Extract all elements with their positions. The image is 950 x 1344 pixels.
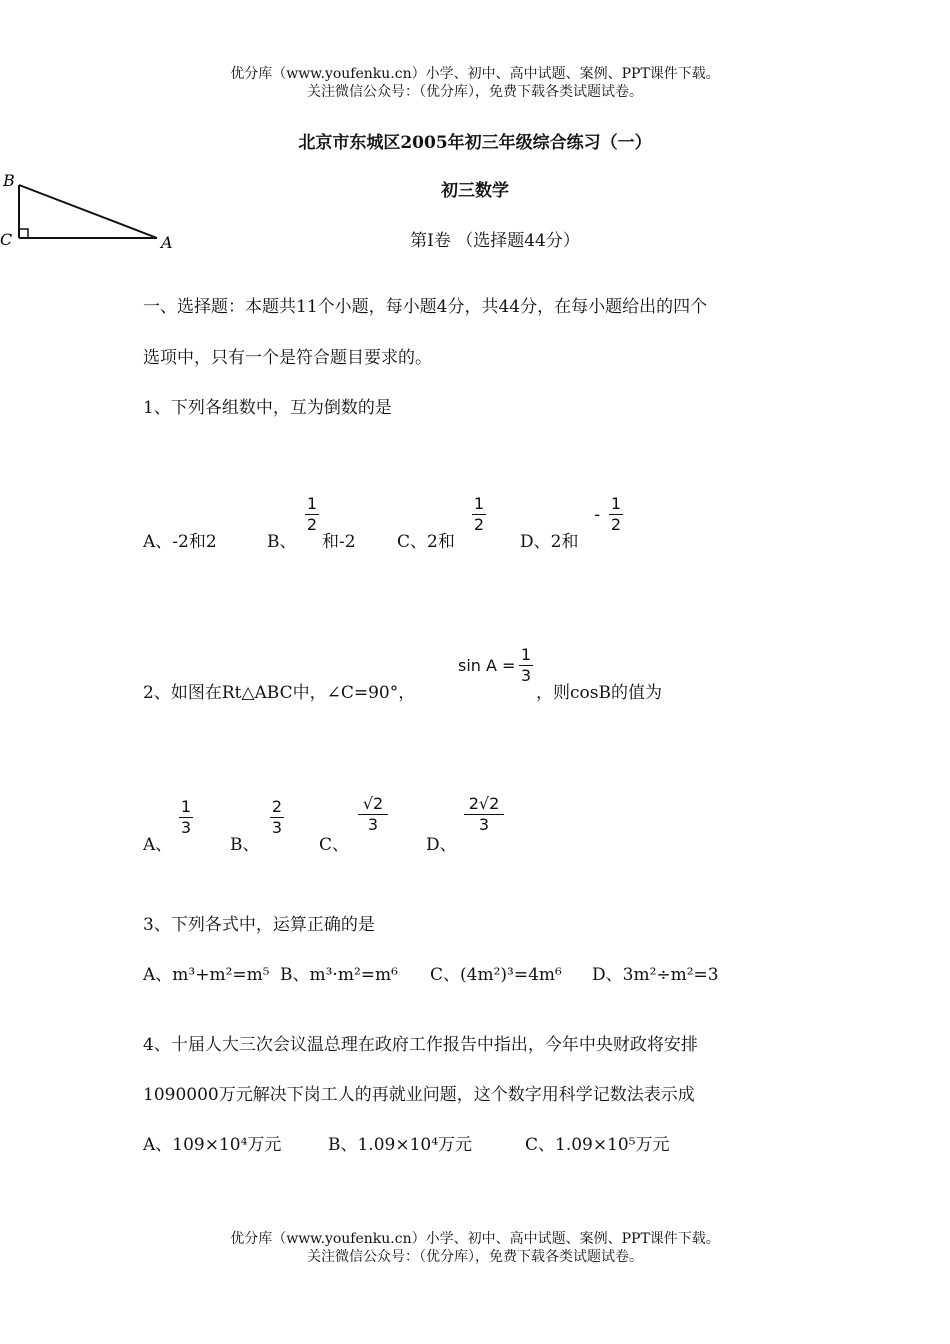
q2-option-b-label: B、	[230, 835, 260, 855]
q4-option-b: B、1.09×10⁴万元	[328, 1135, 473, 1155]
q4-option-a: A、109×10⁴万元	[143, 1135, 282, 1155]
q1-option-c-prefix: C、2和	[397, 532, 455, 552]
q1-d-numerator: 1	[610, 494, 622, 513]
section-intro-line-2: 选项中，只有一个是符合题目要求的。	[143, 348, 432, 368]
q2-a-numerator: 1	[180, 797, 192, 816]
q1-c-numerator: 1	[473, 494, 485, 513]
vertex-label-c: C	[0, 230, 13, 249]
subject-title: 初三数学	[441, 181, 509, 201]
q2-option-d-label: D、	[426, 835, 457, 855]
q3-option-a: A、m³+m²=m⁵	[143, 965, 270, 985]
q2-b-numerator: 2	[271, 797, 283, 816]
section-intro-line-1: 一、选择题：本题共11个小题，每小题4分，共44分，在每小题给出的四个	[143, 297, 708, 317]
q1-option-a: A、-2和2	[143, 532, 217, 552]
q2-sin-denominator: 3	[520, 666, 532, 685]
q1-option-d-fraction	[609, 495, 623, 534]
footer-line-2: 关注微信公众号：（优分库），免费下载各类试题试卷。	[307, 1249, 643, 1265]
q2-c-denominator: 3	[367, 815, 379, 834]
q1-option-d-minus: -	[594, 505, 601, 525]
q4-line-2: 1090000万元解决下岗工人的再就业问题，这个数字用科学记数法表示成	[143, 1085, 695, 1105]
q1-option-d-prefix: D、2和	[520, 532, 579, 552]
footer-line-1: 优分库（www.youfenku.cn）小学、初中、高中试题、案例、PPT课件下载。	[230, 1231, 720, 1247]
q2-c-numerator: √2	[362, 794, 384, 813]
q1-d-denominator: 2	[610, 515, 622, 534]
q1-option-b-fraction	[305, 495, 319, 534]
q3-option-d: D、3m²÷m²=3	[592, 965, 719, 985]
q2-option-b-fraction	[270, 798, 284, 837]
header-line-2: 关注微信公众号：（优分库），免费下载各类试题试卷。	[307, 84, 643, 100]
q2-option-a-fraction	[179, 798, 193, 837]
vertex-label-a: A	[161, 233, 173, 252]
header-line-1: 优分库（www.youfenku.cn）小学、初中、高中试题、案例、PPT课件下载。	[230, 66, 720, 82]
q2-stem-prefix: 2、如图在Rt△ABC中，∠C=90°，	[143, 683, 416, 703]
vertex-label-b: B	[3, 171, 15, 190]
q1-option-c-fraction	[472, 495, 486, 534]
q1-b-denominator: 2	[306, 515, 318, 534]
q4-option-c: C、1.09×10⁵万元	[525, 1135, 670, 1155]
q1-stem: 1、下列各组数中，互为倒数的是	[143, 398, 392, 418]
q3-stem: 3、下列各式中，运算正确的是	[143, 915, 375, 935]
volume-title: 第Ⅰ卷 （选择题44分）	[410, 231, 580, 251]
q1-b-numerator: 1	[306, 494, 318, 513]
q1-c-denominator: 2	[473, 515, 485, 534]
q2-b-denominator: 3	[271, 818, 283, 837]
q2-option-c-label: C、	[319, 835, 350, 855]
q2-a-denominator: 3	[180, 818, 192, 837]
q2-d-numerator: 2√2	[468, 794, 500, 813]
q2-sin-fraction	[519, 646, 533, 685]
q2-stem-suffix: ，则cosB的值为	[536, 683, 662, 703]
q2-sin-numerator: 1	[520, 645, 532, 664]
page-title: 北京市东城区2005年初三年级综合练习（一）	[298, 133, 652, 153]
q2-option-d-fraction	[464, 795, 504, 834]
q3-option-b: B、m³·m²=m⁶	[280, 965, 398, 985]
q1-option-b-suffix: 和-2	[322, 532, 356, 552]
q2-sin-label: sin A =	[458, 656, 516, 675]
q2-d-denominator: 3	[478, 815, 490, 834]
q2-option-a-label: A、	[143, 835, 173, 855]
q1-option-b-prefix: B、	[267, 532, 297, 552]
q3-option-c: C、(4m²)³=4m⁶	[430, 965, 562, 985]
q2-option-c-fraction	[358, 795, 388, 834]
q4-line-1: 4、十届人大三次会议温总理在政府工作报告中指出，今年中央财政将安排	[143, 1035, 698, 1055]
